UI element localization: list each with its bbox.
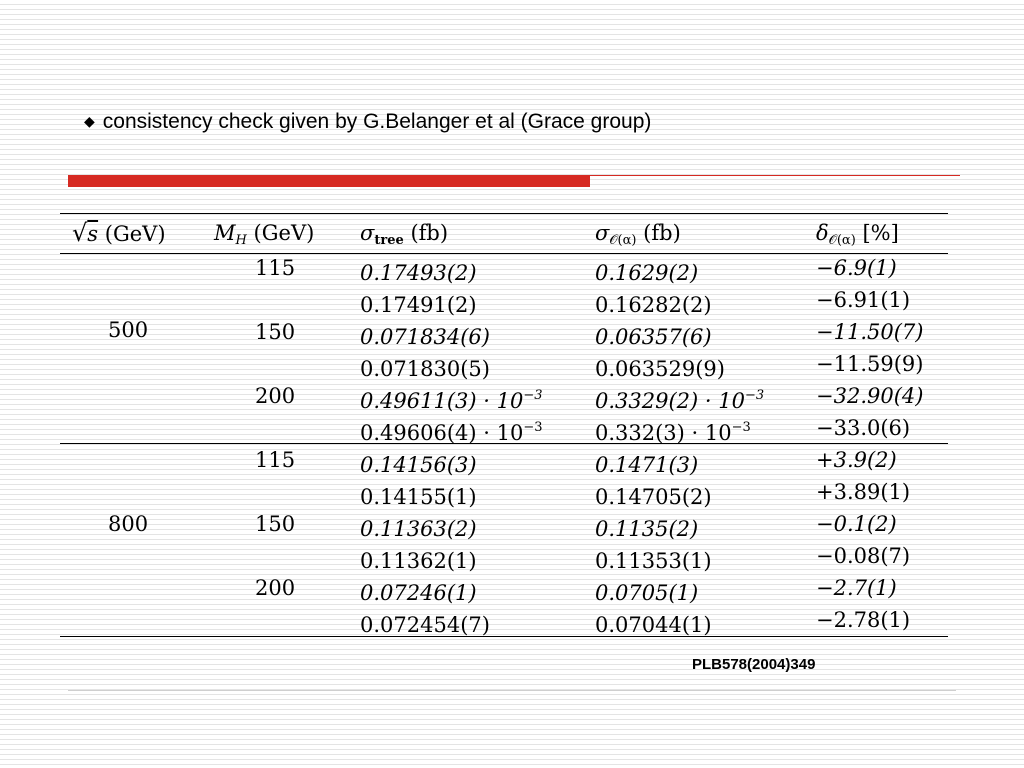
mh-cell: 150 bbox=[255, 512, 296, 536]
header-sigma-o-alpha: $\sigma_{𝒪(\alpha)}$ (fb) bbox=[595, 221, 681, 248]
sigma-o-cell: 0.14705(2) bbox=[595, 485, 712, 509]
delta-cell: −0.08(7) bbox=[816, 544, 911, 568]
delta-cell: +3.9(2) bbox=[816, 448, 897, 472]
sigma-tree-cell: 0.17493(2) bbox=[360, 261, 477, 285]
delta-cell: −33.0(6) bbox=[816, 416, 911, 440]
results-table bbox=[60, 213, 948, 637]
mh-cell: 200 bbox=[255, 576, 296, 600]
delta-cell: −6.9(1) bbox=[816, 256, 897, 280]
sigma-tree-cell: 0.17491(2) bbox=[360, 293, 477, 317]
sigma-tree-cell: 0.11363(2) bbox=[360, 517, 477, 541]
slide-heading bbox=[84, 110, 651, 134]
sigma-o-cell: 0.1629(2) bbox=[595, 261, 699, 285]
sigma-o-cell: 0.1471(3) bbox=[595, 453, 699, 477]
delta-cell: −2.78(1) bbox=[816, 608, 911, 632]
sigma-tree-cell: $0.49611(3) \cdot 10^{-3}$ bbox=[360, 388, 543, 413]
delta-cell: −32.90(4) bbox=[816, 384, 924, 408]
mh-cell: 200 bbox=[255, 384, 296, 408]
footer-divider bbox=[68, 690, 956, 691]
sigma-o-cell: $0.3329(2) \cdot 10^{-3}$ bbox=[595, 388, 765, 413]
header-sqrt-s: √s (GeV) bbox=[72, 219, 166, 247]
title-accent-line bbox=[590, 175, 960, 176]
delta-cell: −0.1(2) bbox=[816, 512, 897, 536]
table-top-rule bbox=[60, 213, 948, 214]
title-accent-bar bbox=[68, 175, 590, 187]
sigma-o-cell: $0.332(3) \cdot 10^{-3}$ bbox=[595, 420, 751, 445]
sigma-o-cell: 0.063529(9) bbox=[595, 357, 725, 381]
mh-cell: 115 bbox=[255, 448, 296, 472]
header-higgs-mass: $M_H$ (GeV) bbox=[214, 221, 315, 248]
sigma-tree-cell: 0.14155(1) bbox=[360, 485, 477, 509]
header-sigma-tree: $\sigma_{tree}$ (fb) bbox=[360, 221, 449, 248]
diamond-bullet-icon: ◆ bbox=[84, 113, 95, 129]
delta-cell: −6.91(1) bbox=[816, 288, 911, 312]
mh-cell: 150 bbox=[255, 320, 296, 344]
sigma-o-cell: 0.07044(1) bbox=[595, 613, 712, 637]
delta-cell: +3.89(1) bbox=[816, 480, 911, 504]
sigma-o-cell: 0.1135(2) bbox=[595, 517, 699, 541]
sigma-o-cell: 0.0705(1) bbox=[595, 581, 699, 605]
sigma-tree-cell: 0.07246(1) bbox=[360, 581, 477, 605]
table-header-rule bbox=[60, 253, 948, 254]
sigma-tree-cell: $0.49606(4) \cdot 10^{-3}$ bbox=[360, 420, 543, 445]
header-delta-o-alpha: $\delta_{𝒪(\alpha)}$ [%] bbox=[816, 221, 899, 248]
mh-cell: 115 bbox=[255, 256, 296, 280]
sigma-tree-cell: 0.072454(7) bbox=[360, 613, 490, 637]
sigma-tree-cell: 0.14156(3) bbox=[360, 453, 477, 477]
sigma-o-cell: 0.06357(6) bbox=[595, 325, 712, 349]
sigma-tree-cell: 0.071834(6) bbox=[360, 325, 490, 349]
delta-cell: −11.59(9) bbox=[816, 352, 924, 376]
heading-text: consistency check given by G.Belanger et al (Grace group) bbox=[102, 110, 652, 133]
sigma-tree-cell: 0.11362(1) bbox=[360, 549, 477, 573]
energy-group-500: 500 bbox=[108, 318, 149, 342]
sigma-o-cell: 0.11353(1) bbox=[595, 549, 712, 573]
sigma-tree-cell: 0.071830(5) bbox=[360, 357, 490, 381]
reference-citation: PLB578(2004)349 bbox=[692, 656, 816, 673]
delta-cell: −11.50(7) bbox=[816, 320, 924, 344]
sigma-o-cell: 0.16282(2) bbox=[595, 293, 712, 317]
delta-cell: −2.7(1) bbox=[816, 576, 897, 600]
energy-group-800: 800 bbox=[108, 512, 149, 536]
table-bottom-rule bbox=[60, 636, 948, 637]
